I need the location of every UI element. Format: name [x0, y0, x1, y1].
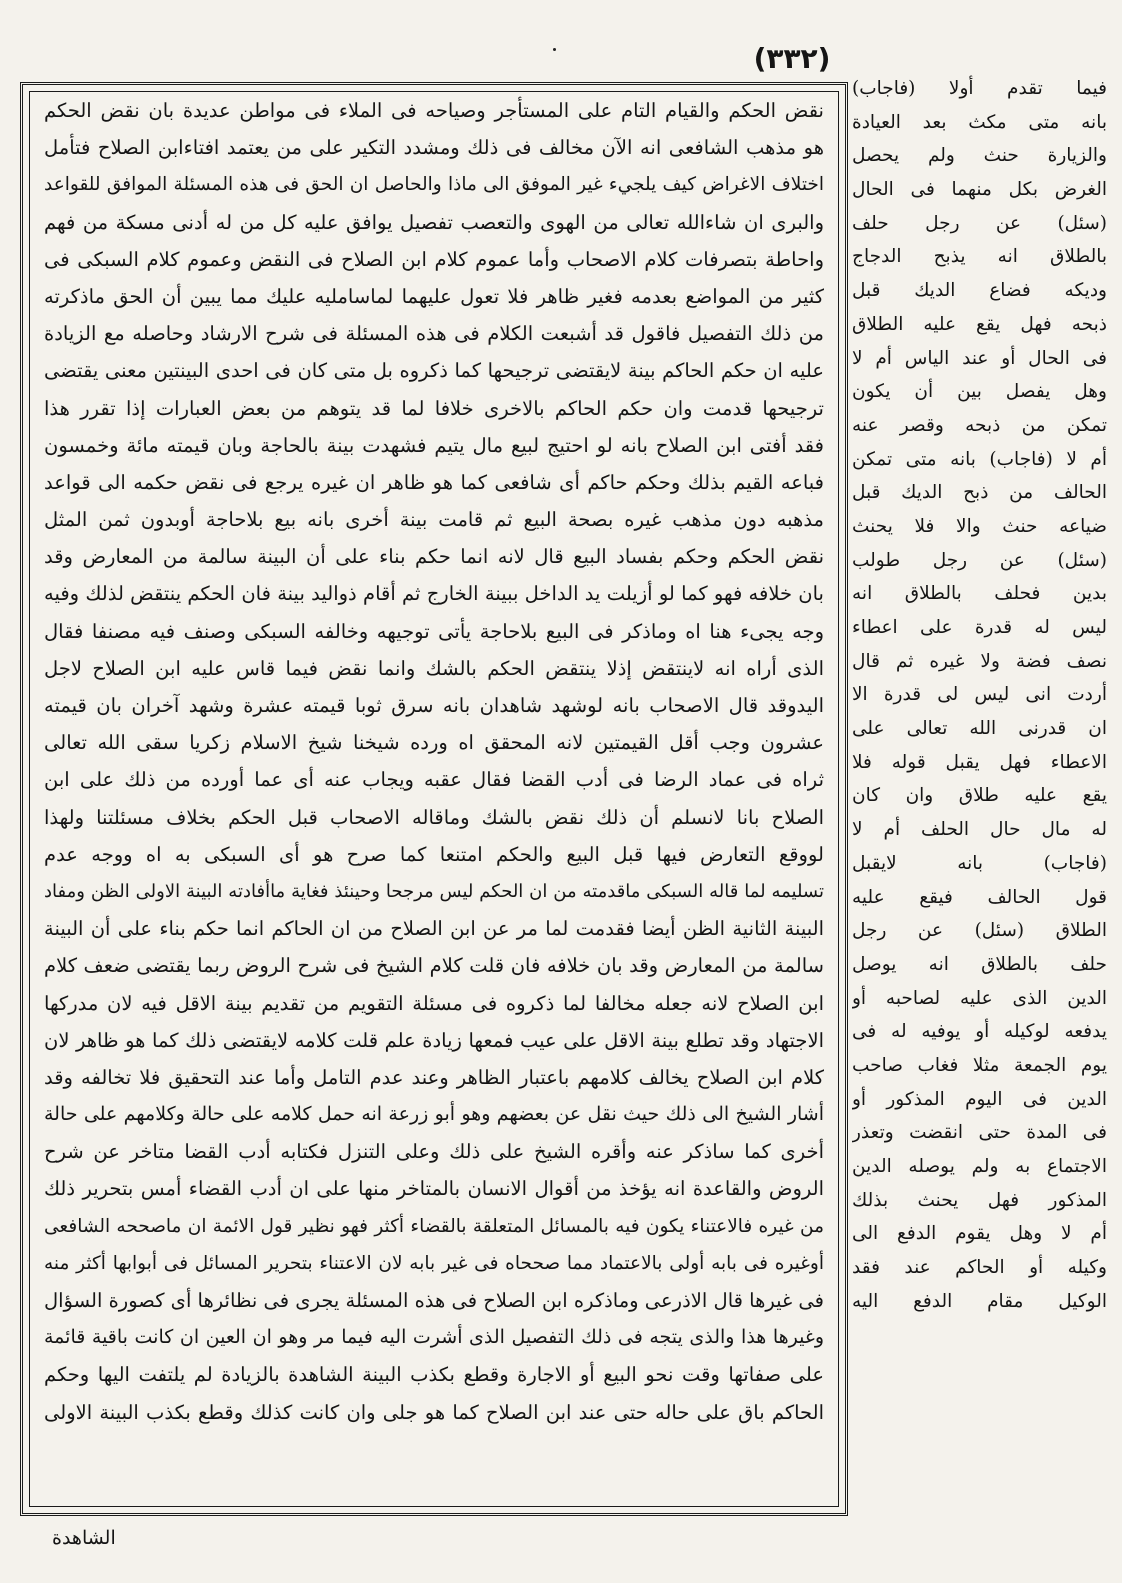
- main-text-line: فقد أفتى ابن الصلاح بانه لو احتيج لبيع مال يتيم فشهدت بينة بالحاجة وبان قيمته مائة وخمسون: [44, 433, 824, 457]
- margin-line: الطلاق (سئل) عن رجل: [852, 920, 1107, 942]
- margin-line: يوم الجمعة مثلا فغاب صاحب: [852, 1054, 1107, 1076]
- main-text-line: هو مذهب الشافعى انه الآن مخالف فى ذلك ومشدد التكير على من يعتمد افتاءابن الصلاح فتأمل: [44, 136, 824, 160]
- main-text-line: بان خلافه فهو كما لو أزيلت يد الداخل ببينة الخارج ثم أقام ذواليد بينة فان الحكم ينتقض لذلك وفيه: [44, 582, 824, 606]
- ink-dot: [553, 48, 556, 51]
- margin-line: له مال حال الحلف أم لا: [852, 819, 1107, 841]
- main-text-line: واحاطة بتصرفات كلام الاصحاب وأما عموم كلام ابن الصلاح فى النقض وعموم كلام السبكى فى: [44, 247, 824, 271]
- main-text-line: فى غيرها قال الاذرعى وماذكره ابن الصلاح فى هذه المسئلة يجرى فى نظائرها أى كصورة السؤال: [44, 1289, 824, 1312]
- margin-line: ليس له قدرة على اعطاء: [852, 617, 1107, 638]
- margin-line: (سئل) عن رجل حلف: [852, 212, 1107, 234]
- margin-line: أردت انى ليس لى قدرة الا: [852, 684, 1107, 706]
- main-text-line: أخرى كما ساذكر عنه وأقره الشيخ على ذلك وعلى التنزل فكتابه أدب القضا متاخر عن شرح: [44, 1140, 824, 1164]
- main-text-line: اليدوقد قال الاصحاب بانه لوشهد شاهدان بانه سرق ثوبا قيمته عشرة وشهد آخران بان قيمته: [44, 694, 824, 717]
- margin-line: يقع عليه طلاق وان كان: [852, 785, 1107, 807]
- main-text-line: ابن الصلاح لانه جعله مخالفا لما ذكروه فى مسئلة التقويم من تقديم بينة الاقل فيه لان مدركها: [44, 991, 824, 1015]
- margin-line: المذكور فهل يحنث بذلك: [852, 1189, 1107, 1211]
- main-text-line: سالمة من المعارض وقد بان خلافه فان قلت كلام الشيخ فى شرح الروض ربما يقتضى ضعف كلام: [44, 954, 824, 978]
- margin-line: نصف فضة ولا غيره ثم قال: [852, 650, 1107, 672]
- margin-line: فيما تقدم أولا (فاجاب): [852, 78, 1107, 99]
- catchword: الشاهدة: [52, 1527, 116, 1549]
- margin-line: (سئل) عن رجل طولب: [852, 549, 1107, 571]
- page-number: (٣٣٢): [753, 42, 831, 75]
- margin-line: الحالف من ذبح الديك قبل: [852, 482, 1107, 504]
- main-text-line: على صفاتها وقت نحو البيع أو الاجارة وقطع بكذب البينة الشاهدة بالزيادة لم يلتفت اليها وحكم: [44, 1363, 824, 1387]
- margin-line: ان قدرنى الله تعالى على: [852, 718, 1107, 740]
- main-text-line: الذى أراه انه لاينتقض إذلا ينتقض الحكم بالشك وانما نقض فيما قاس عليه ابن الصلاح لاجل: [44, 656, 824, 680]
- main-text-line: ثراه فى عماد الرضا فى أدب القضا فقال عقبه ويجاب عنه أى عما أورده من ذلك على ابن: [44, 768, 824, 792]
- margin-line: أم لا وهل يقوم الدفع الى: [852, 1223, 1107, 1245]
- margin-line: بدين فحلف بالطلاق انه: [852, 583, 1107, 605]
- margin-line: والزيارة حنث ولم يحصل: [852, 145, 1107, 167]
- main-text-line: عليه ان حكم الحاكم بينة لايقتضى ترجيحها كما ذكروه بل متى كان فى احدى البينتين معنى يقتضى: [44, 359, 824, 383]
- main-text-line: البينة الثانية الظن أيضا فقدمت لما مر عن ابن الصلاح من ان الحاكم انما حكم بناء على أن البينة: [44, 917, 824, 941]
- main-text-line: لووقع التعارض فيها قبل البيع والحكم امتنعا كما صرح هو أى السبكى به اه ووجه عدم: [44, 842, 824, 866]
- main-text-line: عشرون وجب أقل القيمتين لانه المحقق اه ورده شيخنا شيخ الاسلام زكريا سقى الله تعالى: [44, 731, 824, 755]
- main-text-line: من غيره فالاعتناء يكون فيه بالمسائل المتعلقة بالقضاء أكثر فهو نظير قول الائمة ان ماصححه الشافعى: [44, 1215, 824, 1237]
- margin-line: الاعطاء فهل يقبل قوله فلا: [852, 751, 1107, 773]
- main-text-line: تسليمه لما قاله السبكى ماقدمته من ان الحكم ليس مرجحا وحينئذ فغاية ماأفادته البينة الاولى الظن ومفاد: [44, 880, 824, 902]
- main-text-line: الحاكم باق على حاله حتى عند ابن الصلاح كما هو جلى وان كانت كذلك وقطع بكذب البينة الاولى: [44, 1400, 824, 1424]
- margin-line: الاجتماع به ولم يوصله الدين: [852, 1156, 1107, 1177]
- main-text-line: الروض والقاعدة انه يؤخذ من أقوال الانسان بالمتاخر منها على ان أدب القضاء أمس بتحرير ذلك: [44, 1177, 824, 1201]
- margin-line: بانه متى مكث بعد العيادة: [852, 111, 1107, 133]
- main-text-line: نقض الحكم والقيام التام على المستأجر وصياحه فى الملاء فى مواطن عديدة بان نقض الحكم: [44, 99, 824, 122]
- margin-line: فى المدة حتى انقضت وتعذر: [852, 1122, 1107, 1144]
- margin-line: الغرض بكل منهما فى الحال: [852, 179, 1107, 201]
- main-text-line: كثير من المواضع بعدمه فغير ظاهر فلا تعول عليهما لماسامليه عليك مما يبين أن الحق ماذكرته: [44, 284, 824, 308]
- margin-line: وهل يفصل بين أن يكون: [852, 381, 1107, 403]
- main-text-line: وجه يجىء هنا اه وماذكر فى البيع بلاحاجة يأتى توجيهه وخالفه السبكى وصنف فيه مصنفا فقال: [44, 619, 824, 643]
- margin-line: الوكيل مقام الدفع اليه: [852, 1290, 1107, 1312]
- margin-line: فى الحال أو عند الياس أم لا: [852, 347, 1107, 369]
- margin-line: ذبحه فهل يقع عليه الطلاق: [852, 313, 1107, 335]
- main-text-line: أشار الشيخ الى ذلك حيث نقل عن بعضهم وهو أبو زرعة انه حمل كلامه على حالة وكلامهم على حالة: [44, 1103, 824, 1126]
- margin-line: حلف بالطلاق انه يوصل: [852, 953, 1107, 975]
- main-text-line: والبرى ان شاءالله تعالى من الهوى والتعصب تفصيل يوافق عليه كل من له أدنى مسكة من فهم: [44, 210, 824, 234]
- main-text-line: نقض الحكم وحكم بفساد البيع قال لانه انما حكم بناء على أن البينة سالمة من المعارض وقد: [44, 545, 824, 569]
- margin-line: (فاجاب) بانه لايقبل: [852, 852, 1107, 874]
- margin-line: يدفعه لوكيله أو يوفيه له فى: [852, 1021, 1107, 1043]
- main-text-line: وغيرها هذا والذى يتجه فى ذلك التفصيل الذى أشرت اليه فيما مر وهو ان العين ان كانت باقية قائمة: [44, 1326, 824, 1349]
- margin-line: وكيله أو الحاكم عند فقد: [852, 1257, 1107, 1279]
- margin-line: بالطلاق انه يذبح الدجاج: [852, 246, 1107, 268]
- main-text-line: أوغيره فى بابه أولى بالاعتماد مما صححاه فى غير بابه لان الاعتناء بتحرير المسائل فى أبوابها أكثر منه: [44, 1252, 824, 1274]
- main-text-line: اختلاف الاغراض كيف يلجيء غير الموفق الى ماذا والحاصل ان الحق فى هذه المسئلة الموافق للقواعد: [44, 174, 824, 196]
- margin-line: الدين الذى عليه لصاحبه أو: [852, 987, 1107, 1009]
- main-text-line: من ذلك التفصيل فاقول قد أشبعت الكلام فى هذه المسئلة فى شرح الارشاد وحاصله مع الزيادة: [44, 322, 824, 346]
- main-text-line: الاجتهاد وقد تطلع بينة الاقل على عيب فمعها زيادة علم قلت كلامه لايقتضى ذلك كما هو ظاهر لان: [44, 1028, 824, 1052]
- margin-line: تمكن من ذبحه وقصر عنه: [852, 414, 1107, 436]
- main-text-line: ترجيحها قدمت وان حكم الحاكم بالاخرى خلافا لما قد يتوهم من بعض العبارات إذا تقرر هذا: [44, 396, 824, 420]
- margin-line: وديكه فضاع الديك قبل: [852, 280, 1107, 302]
- main-text-block: [44, 92, 824, 1502]
- main-text-line: فباعه القيم بذلك وحكم حاكم أى شافعى كما هو ظاهر ان غيره يرجع فى نقض حكمه الى قواعد: [44, 470, 824, 494]
- main-text-line: مذهبه دون مذهب غيره بصحة البيع ثم قامت بينة أخرى بانه بيع بلاحاجة أوبدون ثمن المثل: [44, 508, 824, 532]
- margin-line: ضياعه حنث والا فلا يحنث: [852, 515, 1107, 537]
- main-text-line: الصلاح بانا لانسلم أن ذلك نقض بالشك وماقاله الاصحاب قبل الحكم بخلاف مسئلتنا ولهذا: [44, 805, 824, 829]
- margin-line: قول الحالف فيقع عليه: [852, 886, 1107, 908]
- margin-commentary: [852, 72, 1107, 1472]
- margin-line: أم لا (فاجاب) بانه متى تمكن: [852, 448, 1107, 470]
- margin-line: الدين فى اليوم المذكور أو: [852, 1088, 1107, 1110]
- main-text-line: كلام ابن الصلاح يخالف كلامهم باعتبار الظاهر وعند عدم التامل وأما عند التحقيق فلا تخالفه وقد: [44, 1065, 824, 1089]
